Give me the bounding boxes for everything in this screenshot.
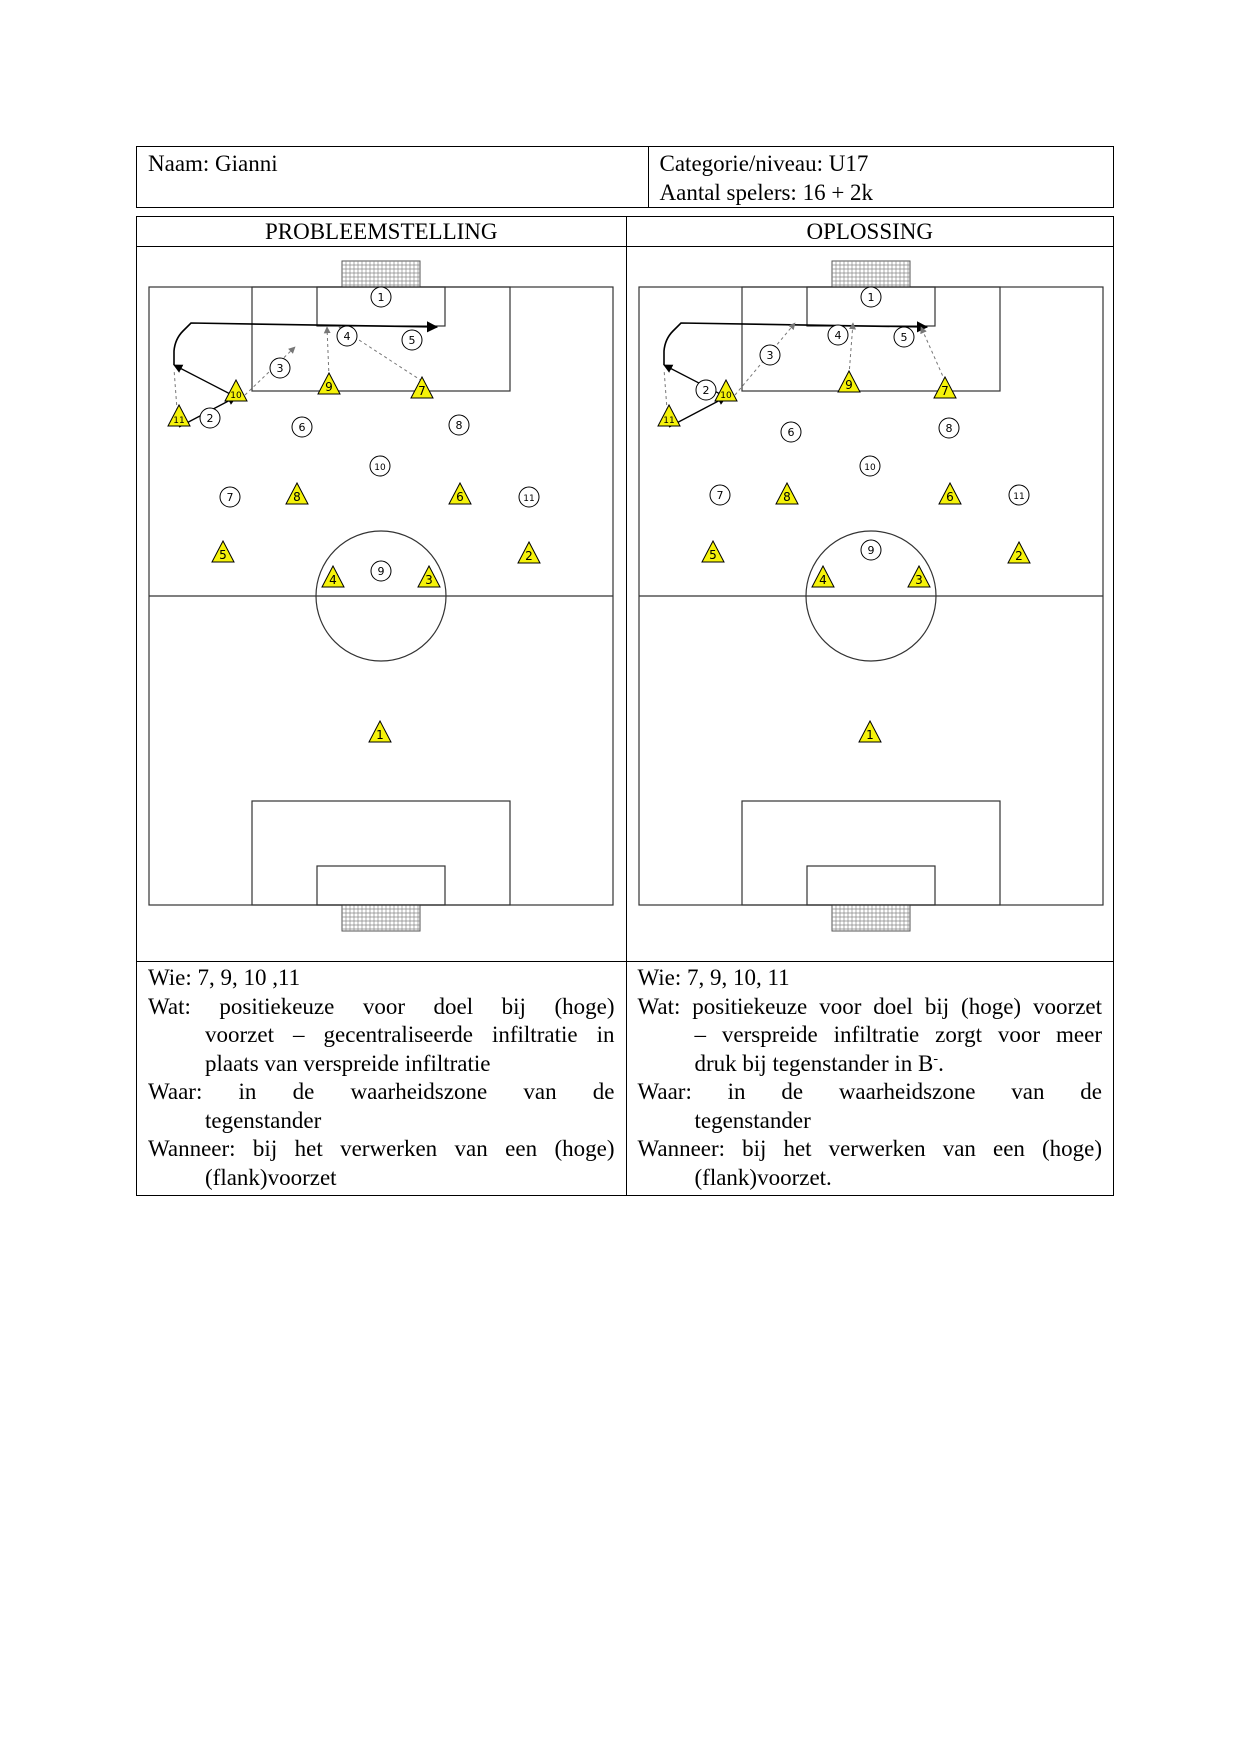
svg-text:8: 8	[455, 419, 463, 432]
svg-text:1: 1	[867, 291, 874, 304]
svg-text:11: 11	[1012, 492, 1025, 502]
defender-7	[710, 485, 730, 505]
svg-text:9: 9	[325, 380, 333, 394]
attacker-7	[411, 377, 433, 398]
defender-8	[939, 418, 959, 438]
solution-wat-line-3-text: druk bij tegenstander in B	[694, 1050, 934, 1076]
defender-2	[200, 408, 220, 428]
solution-wanneer-line-1: Wanneer: bij het verwerken van een (hoge)	[637, 1136, 1102, 1161]
exercise-table	[136, 216, 1114, 1196]
solution-wat-line-1: Wat: positiekeuze voor doel bij (hoge) voorzet	[637, 993, 1102, 1019]
svg-text:1: 1	[377, 291, 385, 304]
bottom-goal-net	[342, 905, 420, 931]
defender-4	[828, 325, 848, 345]
problem-wanneer-line-2: (flank)voorzet	[205, 1164, 337, 1190]
problem-wanneer-line-1: Wanneer: bij het verwerken van een (hoge)	[148, 1136, 615, 1161]
svg-text:5: 5	[900, 331, 907, 344]
attacker-6	[449, 483, 471, 504]
problem-wat-line-1: Wat: positiekeuze voor doel bij (hoge)	[148, 993, 615, 1019]
svg-text:7: 7	[226, 491, 234, 504]
solution-waar-line-2: tegenstander	[694, 1107, 811, 1133]
svg-text:6: 6	[456, 490, 464, 504]
svg-text:11: 11	[173, 416, 185, 426]
problem-pitch-diagram	[137, 247, 624, 961]
defender-9	[861, 540, 881, 560]
problem-description	[137, 962, 627, 1196]
top-goal-net	[832, 261, 910, 287]
run-7	[921, 327, 945, 381]
attacker-6	[939, 483, 961, 504]
defender-6	[292, 417, 312, 437]
category-cell	[648, 147, 1114, 208]
svg-text:9: 9	[844, 378, 853, 392]
defender-9	[371, 561, 391, 581]
top-goal-net	[342, 261, 420, 287]
attacker-3	[418, 566, 440, 587]
attacker-10	[225, 380, 247, 401]
defender-1	[861, 287, 881, 307]
svg-text:11: 11	[523, 494, 535, 504]
svg-text:3: 3	[425, 573, 433, 587]
attacker-9	[318, 373, 340, 394]
solution-description	[626, 962, 1114, 1196]
svg-text:3: 3	[276, 362, 284, 375]
run-9	[327, 327, 329, 377]
defender-11	[1009, 485, 1029, 505]
svg-text:10: 10	[863, 463, 876, 473]
player-name: Naam: Gianni	[148, 151, 278, 176]
column-title-solution: OPLOSSING	[626, 217, 1114, 247]
svg-text:4: 4	[834, 329, 841, 342]
svg-text:7: 7	[418, 384, 426, 398]
defender-7	[220, 487, 240, 507]
player-count: Aantal spelers: 16 + 2k	[659, 180, 874, 205]
column-title-problem: PROBLEEMSTELLING	[137, 217, 627, 247]
svg-text:5: 5	[408, 334, 416, 347]
defender-1	[371, 287, 391, 307]
attacker-3	[908, 566, 930, 587]
svg-text:6: 6	[787, 426, 794, 439]
attacker-8	[776, 483, 798, 504]
svg-text:10: 10	[230, 391, 242, 401]
problem-waar-line-1: Waar: in de waarheidszone van de	[148, 1079, 615, 1104]
attacker-4	[322, 566, 344, 587]
attacker-5	[702, 541, 724, 562]
svg-text:3: 3	[766, 349, 773, 362]
header-table	[136, 146, 1114, 208]
svg-text:8: 8	[945, 422, 952, 435]
bottom-penalty-area	[252, 801, 510, 905]
svg-text:3: 3	[914, 573, 923, 587]
svg-text:7: 7	[940, 384, 949, 398]
attacker-10	[715, 380, 737, 401]
cross-ball-path	[664, 323, 927, 365]
attacker-7	[934, 377, 956, 398]
svg-text:4: 4	[818, 573, 827, 587]
svg-text:11: 11	[662, 416, 675, 426]
svg-text:1: 1	[865, 728, 874, 742]
attacker-5	[212, 541, 234, 562]
svg-text:8: 8	[782, 490, 791, 504]
bottom-goal-area	[807, 866, 935, 905]
svg-text:10: 10	[719, 391, 732, 401]
problem-diagram-cell	[137, 247, 627, 962]
problem-wie: Wie: 7, 9, 10 ,11	[148, 965, 301, 990]
problem-wat-line-2: voorzet – gecentraliseerde infiltratie in	[205, 1022, 615, 1047]
solution-wat-line-3-end: .	[938, 1050, 944, 1076]
svg-text:6: 6	[298, 421, 306, 434]
problem-waar-line-2: tegenstander	[205, 1107, 322, 1133]
solution-waar-line-1: Waar: in de waarheidszone van de	[637, 1079, 1102, 1104]
attacker-9	[838, 371, 860, 392]
defender-5	[894, 327, 914, 347]
svg-text:2: 2	[206, 412, 214, 425]
svg-text:6: 6	[945, 490, 954, 504]
solution-wat-line-2: – verspreide infiltratie zorgt voor meer	[694, 1022, 1102, 1047]
attacker-4	[812, 566, 834, 587]
attacker-2	[1008, 542, 1030, 563]
defender-5	[402, 330, 422, 350]
defender-3	[270, 358, 290, 378]
svg-text:9: 9	[867, 544, 874, 557]
solution-diagram-cell	[626, 247, 1114, 962]
bottom-penalty-area	[742, 801, 1000, 905]
defender-2	[696, 380, 716, 400]
svg-text:5: 5	[708, 548, 717, 562]
defender-3	[760, 345, 780, 365]
svg-text:4: 4	[343, 330, 351, 343]
solution-pitch-diagram	[627, 247, 1114, 961]
cross-ball-path	[174, 323, 437, 365]
solution-wat-superscript: -	[933, 1050, 939, 1066]
svg-text:9: 9	[377, 565, 385, 578]
solution-wat-line-3	[638, 1050, 1103, 1079]
defender-10	[370, 456, 390, 476]
name-cell	[137, 147, 649, 208]
solution-wanneer-line-2: (flank)voorzet.	[694, 1164, 832, 1190]
pass-10-to-11	[664, 365, 726, 397]
svg-text:2: 2	[525, 549, 533, 563]
category-level: Categorie/niveau: U17	[659, 151, 869, 176]
svg-text:1: 1	[376, 728, 384, 742]
attacker-8	[286, 483, 308, 504]
pass-10-to-11	[174, 365, 236, 397]
attacker-2	[518, 542, 540, 563]
defender-4	[337, 326, 357, 346]
attacker-11	[658, 405, 680, 426]
run-9	[849, 323, 853, 375]
svg-text:8: 8	[293, 490, 301, 504]
bottom-goal-area	[317, 866, 445, 905]
svg-text:5: 5	[219, 548, 227, 562]
svg-text:7: 7	[716, 489, 723, 502]
svg-text:4: 4	[329, 573, 337, 587]
attacker-1	[859, 721, 881, 742]
attacker-11	[168, 405, 190, 426]
svg-text:10: 10	[374, 463, 386, 473]
defender-11	[519, 487, 539, 507]
solution-wie: Wie: 7, 9, 10, 11	[637, 965, 790, 990]
problem-wat-line-3: plaats van verspreide infiltratie	[205, 1050, 491, 1076]
defender-6	[781, 422, 801, 442]
bottom-goal-net	[832, 905, 910, 931]
svg-text:2: 2	[1014, 549, 1023, 563]
defender-10	[860, 456, 880, 476]
defender-8	[449, 415, 469, 435]
attacker-1	[369, 721, 391, 742]
svg-text:2: 2	[702, 384, 709, 397]
